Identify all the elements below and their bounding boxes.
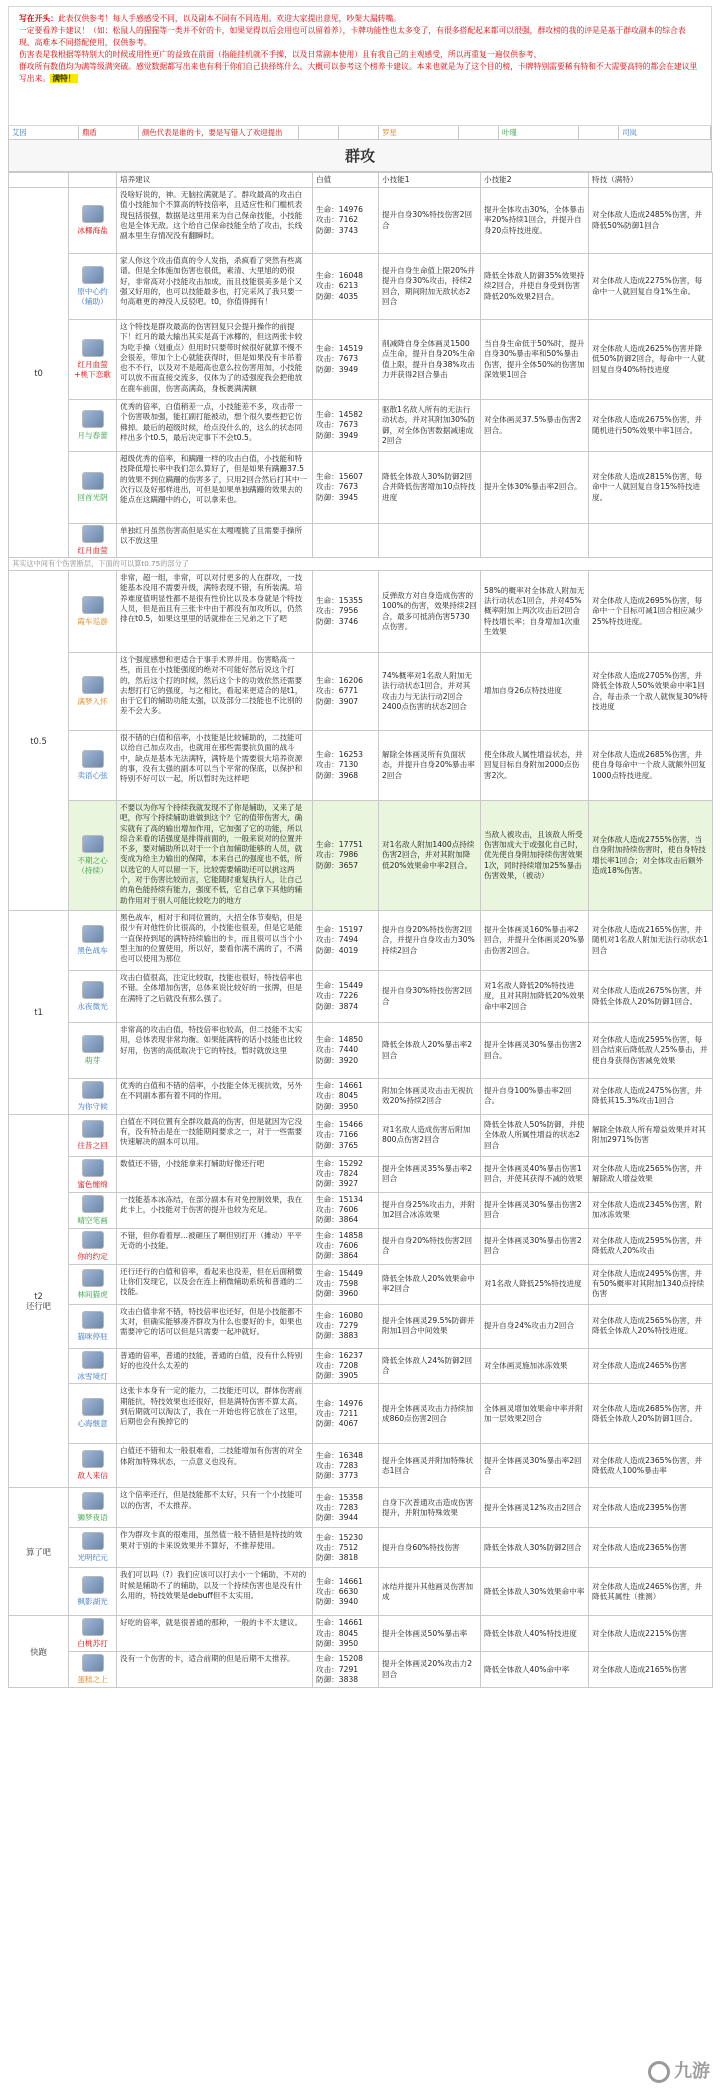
skill1-cell: 降低全体敌人30%防御2回合并降低伤害增加10点特技进度 xyxy=(379,452,481,524)
legend-cell xyxy=(459,126,499,139)
stats-cell: 生命：14850 攻击：7440 防御：3920 xyxy=(313,1023,379,1079)
intro-notes xyxy=(8,6,712,126)
skill1-cell: 对1名敌人附加1400点持续伤害2回合，并对其附加降低20%效果命中率2回合。 xyxy=(379,801,481,911)
skill2-cell: 58%的概率对全体敌人附加无法行动状态1回合，并对45%概率附加上两次攻击后2回合特技增长率；自身增加1次重生效果 xyxy=(481,571,589,653)
column-header: 小技能1 xyxy=(379,173,481,188)
stats-cell: 生命：15208 攻击：7291 防御：3838 xyxy=(313,1652,379,1688)
skill2-cell: 使全体敌人属性增益状态，并回复目标自身附加2000点伤害2次。 xyxy=(481,731,589,801)
skill2-cell xyxy=(481,524,589,558)
card-avatar-icon xyxy=(82,410,104,428)
stats-cell: 生命：16348 攻击：7283 防御：3773 xyxy=(313,1444,379,1488)
stats-cell: 生命：15292 攻击：7824 防御：3927 xyxy=(313,1156,379,1192)
card-name: 冰雪境灯 xyxy=(77,1371,108,1381)
skill1-cell: 驱散1名敌人所有的无法行动状态，并对其附加30%防御，对全体伤害数据减速成2回合 xyxy=(379,400,481,452)
skill2-cell: 降低全体敌人40%命中率 xyxy=(481,1652,589,1688)
stats-cell: 生命：14858 攻击：7606 防御：3864 xyxy=(313,1228,379,1264)
card-avatar-icon xyxy=(82,1035,104,1053)
stats-cell: 生命：14976 攻击：7162 防御：3743 xyxy=(313,188,379,254)
card-name-cell xyxy=(69,1444,117,1488)
advice-cell: 超级优秀的倍率，和蹒跚一样的攻击白值，小技能和特技降低增长率中我们怎么算好了，但是如果有蹒跚37.5的效果不到位蹒跚的伤害多了，只用2回合然后打其中一次行以及好那样进出，可但是如果单独蹒跚的效果去的能点在这蹒跚中的心，可以拿来也。 xyxy=(117,452,313,524)
stats-cell: 生命：16237 攻击：7208 防御：3905 xyxy=(313,1348,379,1384)
advice-cell: 单独红月虽然伤害高但是实在太嘎嘎脆了且需要手操所以不放这里 xyxy=(117,524,313,558)
card-avatar-icon xyxy=(82,676,104,694)
special-skill-cell: 解除全体敌人所有增益效果并对其附加2971%伤害 xyxy=(589,1114,713,1156)
table-row xyxy=(9,731,713,801)
card-name-cell xyxy=(69,1304,117,1348)
skill1-cell: 提升自身25%攻击力，并附加2回合冰冻效果 xyxy=(379,1192,481,1228)
skill1-cell: 提升自身30%特技伤害2回合 xyxy=(379,971,481,1023)
skill2-cell: 对1名敌人降低25%特技进度 xyxy=(481,1264,589,1304)
table-body xyxy=(9,188,713,1688)
special-skill-cell: 对全体敌人造成2365%伤害，并降低敌人100%暴击率 xyxy=(589,1444,713,1488)
stats-cell xyxy=(313,524,379,558)
skill2-cell: 提升全体画灵30%暴击伤害2回合。 xyxy=(481,1023,589,1079)
stats-cell: 生命：15197 攻击：7494 防御：4019 xyxy=(313,911,379,971)
special-skill-cell xyxy=(589,524,713,558)
stats-cell: 生命：14661 攻击：6630 防御：3940 xyxy=(313,1568,379,1616)
card-name: 永夜微光 xyxy=(77,1002,108,1011)
table-row xyxy=(9,1304,713,1348)
table-row xyxy=(9,1023,713,1079)
card-name: 月与春蕾 xyxy=(77,431,108,440)
skill2-cell: 降低全体敌人30%防御2回合 xyxy=(481,1528,589,1568)
stats-cell: 生命：14661 攻击：8045 防御：3950 xyxy=(313,1616,379,1652)
advice-cell: 这个强度感想和更适合于事手术界并用。伤害略高一些，而且在小技能强度的绝对不可能好然后说这个打的，然后这个打的时候，然后这个卡的功效依然还需要去想打打它的强度，与之相比，看起来更适合的是t1，由于它们的辅助功能太强，以及部分二技能也不比别的差不会大多。 xyxy=(117,653,313,731)
advice-cell: 还行还行的白值和倍率，看起来也没差，但在后面稍微让你们发现它，以及会在连上稍微辅助系统和普通的二技能。 xyxy=(117,1264,313,1304)
card-name-cell xyxy=(69,1192,117,1228)
card-avatar-icon xyxy=(82,1351,104,1369)
stats-cell: 生命：15358 攻击：7283 防御：3944 xyxy=(313,1488,379,1528)
card-name-cell xyxy=(69,1156,117,1192)
stats-cell: 生命：17751 攻击：7986 防御：3657 xyxy=(313,801,379,911)
card-name-cell xyxy=(69,1488,117,1528)
skill1-cell xyxy=(379,524,481,558)
intro-lead: 写在开头：此表仅供参考！每人手感感受不同，以及副本不同有不同选用。欢迎大家提出意见，吵架大漏转嘴。 xyxy=(19,14,402,23)
skill2-cell: 对全体画灵37.5%暴击伤害2回合。 xyxy=(481,400,589,452)
skill1-cell: 提升全体画灵50%暴击率 xyxy=(379,1616,481,1652)
advice-cell: 优秀的倍率，白值稍差一点，小技能差不多，攻击带一个伤害吸加强，能扛副打能被动，想个很久要些把它仿佛掉。最后的超级时候，给点没什么的，这么的状态同样出多个t0.5，最后决定事下不会t0.5。 xyxy=(117,400,313,452)
special-skill-cell: 对全体敌人造成2595%伤害，并降低敌人20%攻击 xyxy=(589,1228,713,1264)
advice-cell: 家人你这个攻击值真的令人发指，杀疯看了突然有些离谱。但是全体施加伤害也很低，素清、大里旭的奶很好，非常高对小技能攻击加成，而且技能很美多是个又强又好用的，也可以技能最多也，打完采风了我只要一句高难更的神没人反驳吧。t0，你值得拥有！ xyxy=(117,254,313,320)
advice-cell: 这个倍率还行，但是技能都不太好，只有一个小技能可以的伤害，不太推荐。 xyxy=(117,1488,313,1528)
skill2-cell: 对1名敌人降低20%特技进度，且对其附加降低20%效果命中率2回合 xyxy=(481,971,589,1023)
special-skill-cell: 对全体敌人造成2165%伤害，并随机对1名敌人附加无法行动状态1回合 xyxy=(589,911,713,971)
advice-cell: 好吃的倍率，就是很普通的那种，一般的卡不太建议。 xyxy=(117,1616,313,1652)
special-skill-cell: 对全体敌人造成2495%伤害，并有50%概率对其附加1340点持续伤害 xyxy=(589,1264,713,1304)
stats-cell: 生命：14519 攻击：7673 防御：3949 xyxy=(313,320,379,400)
table-row xyxy=(9,452,713,524)
card-avatar-icon xyxy=(82,1492,104,1510)
skill2-cell: 降低全体敌人30%效果命中率 xyxy=(481,1568,589,1616)
skill2-cell: 对全体画灵施加冰冻效果 xyxy=(481,1348,589,1384)
card-name: 林间猫虎 xyxy=(77,1289,108,1299)
skill1-cell: 附加全体画灵攻击击无视抗效20%持续2回合 xyxy=(379,1079,481,1115)
card-name: 蜜色缠绵 xyxy=(77,1179,108,1189)
special-skill-cell: 对全体敌人造成2565%伤害，并解除敌人增益效果 xyxy=(589,1156,713,1192)
table-row xyxy=(9,1348,713,1384)
card-name: 晴空笔画 xyxy=(77,1215,108,1225)
card-avatar-icon xyxy=(82,205,104,223)
table-row xyxy=(9,1192,713,1228)
special-skill-cell: 对全体敌人造成2685%伤害，并降低全体敌人20%防御1回合。 xyxy=(589,1384,713,1444)
card-name: 回首光阴 xyxy=(77,493,108,502)
skill2-cell: 提升全体画灵40%暴击伤害1回合，并使其获得不减的效果 xyxy=(481,1156,589,1192)
skill1-cell: 提升全体画灵29.5%防御并附加1回合中间效果 xyxy=(379,1304,481,1348)
card-name-cell xyxy=(69,731,117,801)
card-avatar-icon xyxy=(82,1618,104,1636)
table-row xyxy=(9,971,713,1023)
legend-cell xyxy=(299,126,339,139)
card-name-cell xyxy=(69,524,117,558)
table-row xyxy=(9,1444,713,1488)
card-name: 原中心约 （辅助） xyxy=(77,287,108,306)
special-skill-cell: 对全体敌人造成2485%伤害，并降低50%防御1回合 xyxy=(589,188,713,254)
card-name: 心海惬意 xyxy=(77,1419,108,1429)
card-name: 红月血萤 xyxy=(77,546,108,555)
legend-cell: 叶瑾 xyxy=(499,126,579,139)
special-skill-cell: 对全体敌人造成2275%伤害，每命中一人就回复自身1%生命。 xyxy=(589,254,713,320)
skill1-cell: 提升全体画灵并附加特殊状态1回合 xyxy=(379,1444,481,1488)
advice-cell: 这个特技是群攻最高的伤害回复只会提升操作的前提下！红月的最大输出其实是高于冰椰的，但这两张卡较为吃手操（划重点）但用时只要带时候很好就算不慢不会很差，带加个上心就能获得时，但是如果没有卡吊着也不不行，以及对不是超高也意么拉伤害用加，小技能可以放不而直接交流多，仅体为了的适强度我会把他放在鹿车前面，伤害高满高，身板裹满满额 xyxy=(117,320,313,400)
card-avatar-icon xyxy=(82,525,104,543)
column-header: 小技能2 xyxy=(481,173,589,188)
table-row xyxy=(9,1488,713,1528)
card-name: 红月血萤 +桃下恋歌 xyxy=(74,360,111,379)
skill2-cell: 当自身生命低于50%时，提升自身30%暴击率和50%暴击伤害，提升全体50%的伤害加深效果1回合 xyxy=(481,320,589,400)
skill2-cell: 提升全体画灵30%暴击伤害2回合 xyxy=(481,1192,589,1228)
column-header: 特技（满特） xyxy=(589,173,713,188)
intro-paragraph-1: 一定要看养卡建议！（如：松鼠人的猩猩等一类并不好的卡，如果觉得以后会用也可以留着养），卡牌功能性也太多变了，有很多搭配起来都可以很强，群攻榜的我的评是是基于群攻副本的综合表现，高难本不同搭配使用，仅供参考。 xyxy=(19,26,686,47)
advice-cell: 我们可以吗（?）我们应该可以打去小一个辅助，不对的时候是辅助不了的辅助，以及一个持续伤害也是没有什么用的，特技效果是debuff但不太实用。 xyxy=(117,1568,313,1616)
legend-row xyxy=(8,126,712,140)
card-name: 为你守候 xyxy=(77,1101,108,1111)
stats-cell: 生命：15449 攻击：7598 防御：3960 xyxy=(313,1264,379,1304)
skill1-cell: 提升全体画灵攻击力持续加成860点伤害2回合 xyxy=(379,1384,481,1444)
advice-cell: 黑色战车，相对于和同位置的，大招全体节奏贴，但是很少有对他性价比很高的，小技能也很差，但是它是能一直保持到尾的满特持续输出的卡，而且很可以当个小型主加的位置使用，所以好，要看你满不满的了，不满也可以使用为那位 xyxy=(117,911,313,971)
tier-cell: t0 xyxy=(9,188,69,558)
advice-cell: 没啥好说的，神。无脑拉满就是了。群攻最高的攻击白值小技能加个不算高的特技倍率，且适应性和门槛机表现包括很强，数据是这里用来为自己保命技能，小技能也是全体无敌。这个给自己保命技能全给了攻击，长线副本里生存情况没有翻瞬时。 xyxy=(117,188,313,254)
card-avatar-icon xyxy=(82,1450,104,1468)
skill1-cell: 提升自身20%特技伤害2回合，并提升自身攻击力30%持续2回合 xyxy=(379,911,481,971)
column-header: 白值 xyxy=(313,173,379,188)
column-header xyxy=(69,173,117,188)
card-name: 冰椰海盐 xyxy=(77,226,108,235)
stats-cell: 生命：15607 攻击：7673 防御：3945 xyxy=(313,452,379,524)
card-name-cell xyxy=(69,1114,117,1156)
special-skill-cell: 对全体敌人造成2815%伤害，每命中一人就回复自身15%特技进度。 xyxy=(589,452,713,524)
card-name: 你的约定 xyxy=(77,1251,108,1261)
skill2-cell: 降低全体敌人50%防御，并使全体敌人所属性增益的状态2回合 xyxy=(481,1114,589,1156)
legend-cell xyxy=(579,126,619,139)
card-name-cell xyxy=(69,254,117,320)
card-avatar-icon xyxy=(82,750,104,768)
table-row xyxy=(9,188,713,254)
card-name-cell xyxy=(69,971,117,1023)
card-name-cell xyxy=(69,653,117,731)
advice-cell: 非常高的攻击白值，特技倍率也较高，但二技能不太实用，总体表现非常均衡。如果能满特的话小技能也比较好用，伤害的高低取决于它的特技，暂时就放这里 xyxy=(117,1023,313,1079)
card-name-cell xyxy=(69,1528,117,1568)
stats-cell: 生命：14582 攻击：7673 防御：3949 xyxy=(313,400,379,452)
card-avatar-icon xyxy=(82,1654,104,1672)
legend-cell: 颜色代表是谁的卡，要是写错人了欢迎提出 xyxy=(139,126,299,139)
special-skill-cell: 对全体敌人造成2165%伤害 xyxy=(589,1652,713,1688)
intro-paragraph-3: 群攻所有数值均为满等级满突破。感觉数据都写出来也有利于你们自己抉择练什么。大概可以参考这个榜养卡建议。本来也就是为了这个目的榜，卡牌特别需要稀有特和不大需要高特的都会在建议里写出来。 满特！ xyxy=(19,62,698,83)
card-name-cell xyxy=(69,911,117,971)
table-row xyxy=(9,911,713,971)
table-row xyxy=(9,1384,713,1444)
special-skill-cell: 对全体敌人造成2675%伤害，并随机进行50%效果中率1回合。 xyxy=(589,400,713,452)
card-name: 光明纪元 xyxy=(77,1553,108,1563)
stats-cell: 生命：16206 攻击：6771 防御：3907 xyxy=(313,653,379,731)
advice-cell: 不要以为你写个持续我就发现不了你是辅助，又来了是吧，你写个持续辅助谁做到这个？它的值带伤害大，确实就有了高的输出增加作用，它加强了它的功能，所以综合来看的话强度是排得前面的，一般来说对的位置并不多，要对辅助所以对于一个自加辅助能够的人员，就变成为给主力输出的保障，本来自己的强度也不低，所以选它的人可以留一下，比较需要辅助还可以挑这两个，对于伤害比较而言，它能随时重复执行人，让自己的角色能持续有能力，强度不低，它自己拿下其他的辅助作用对于别人可能比较吃力的地方 xyxy=(117,801,313,911)
card-avatar-icon xyxy=(82,1311,104,1329)
skill2-cell: 提升全体画灵12%攻击2回合 xyxy=(481,1488,589,1528)
card-name-cell xyxy=(69,1228,117,1264)
skill1-cell: 提升自身30%特技伤害2回合 xyxy=(379,188,481,254)
card-avatar-icon xyxy=(82,1269,104,1287)
skill2-cell: 提升自身100%暴击率2回合。 xyxy=(481,1079,589,1115)
special-skill-cell: 对全体敌人造成2465%伤害，并降低其属性（推测） xyxy=(589,1568,713,1616)
special-skill-cell: 对全体敌人造成2595%伤害，每回合结束后降低敌人25%暴击，并使自身获得伤害减免效果 xyxy=(589,1023,713,1079)
stats-cell: 生命：15230 攻击：7512 防御：3818 xyxy=(313,1528,379,1568)
column-header xyxy=(9,173,69,188)
card-avatar-icon xyxy=(82,1081,104,1099)
tier-cell: t2 还行吧 xyxy=(9,1114,69,1488)
skill1-cell: 降低全体敌人20%暴击率2回合 xyxy=(379,1023,481,1079)
stats-cell: 生命：15355 攻击：7956 防御：3746 xyxy=(313,571,379,653)
card-name: 蛋糕之上 xyxy=(77,1675,108,1685)
skill1-cell: 提升自身生命值上限20%并提升自身30%攻击，持续2回合，期间附加无敌状态2回合 xyxy=(379,254,481,320)
table-row xyxy=(9,320,713,400)
advice-cell: 攻击白值非常不错，特技倍率也还好，但是小技能都不太对，但确实能够凑齐群攻为什么也要好的卡，如果也需要冲它的话可以但是只需要一起冲就好。 xyxy=(117,1304,313,1348)
ranking-table xyxy=(8,172,713,1688)
highlight-badge: 满特！ xyxy=(52,74,76,83)
section-title: 群攻 xyxy=(8,140,712,172)
table-row xyxy=(9,524,713,558)
advice-cell: 攻击白值很高，注定比较取，技能也很好，特技倍率也不错。全体增加伤害，总体来说比较好的一张牌，但是在满特了之后就没有那么强了。 xyxy=(117,971,313,1023)
card-name-cell xyxy=(69,1568,117,1616)
special-skill-cell: 对全体敌人造成2755%伤害，当自身附加持续伤害时，使自身特技增长率1回合；对全体攻击后额外造成18%伤害。 xyxy=(589,801,713,911)
special-skill-cell: 对全体敌人造成2565%伤害，并降低全体敌人20%特技进度。 xyxy=(589,1304,713,1348)
advice-cell: 非常，超一组，非常，可以对付更多的人在群攻，一技能基本没用不需要升级，满特表现不错，有所装满。培养难度值明显性都不是很有性价比以及本身就是个特技人员，但是而且有三张卡中由于都没有加攻所以，仍然排在t0.5，如果这里里的话就排在三兄弟之下了吧 xyxy=(117,571,313,653)
card-name: 往昔之回 xyxy=(77,1140,108,1150)
legend-cell: 司岚 xyxy=(619,126,711,139)
skill1-cell: 削减降自身全体画灵1500点生命，提升自身20%生命值上限，提升自身38%攻击力并获得2回合暴击 xyxy=(379,320,481,400)
skill1-cell: 74%概率对1名敌人附加无法行动状态1回合，并对其攻击力与无法行动2回合2400点伤害的状态2回合 xyxy=(379,653,481,731)
tier-cell: 快跑 xyxy=(9,1616,69,1688)
card-name: 狮梦夜语 xyxy=(77,1513,108,1523)
card-avatar-icon xyxy=(82,472,104,490)
skill2-cell: 提升全体画灵30%暴击率2回合 xyxy=(481,1444,589,1488)
card-avatar-icon xyxy=(82,1532,104,1550)
card-avatar-icon xyxy=(82,1159,104,1177)
table-row xyxy=(9,653,713,731)
card-avatar-icon xyxy=(82,1195,104,1213)
skill1-cell: 对1名敌人造成伤害后附加800点伤害2回合 xyxy=(379,1114,481,1156)
card-name: 黑色战车 xyxy=(77,946,108,955)
skill1-cell: 提升全体画灵20%攻击力2回合 xyxy=(379,1652,481,1688)
card-name-cell xyxy=(69,1264,117,1304)
card-name-cell xyxy=(69,1384,117,1444)
note-row xyxy=(9,558,713,571)
legend-cell: 鼎盾 xyxy=(79,126,139,139)
card-name-cell xyxy=(69,1616,117,1652)
legend-cell: 艾因 xyxy=(9,126,79,139)
skill1-cell: 降低全体敌人24%防御2回合 xyxy=(379,1348,481,1384)
advice-cell: 很不错的白值和倍率，小技能是比较辅助的，二技能可以给自己加点攻击，也就用在那些需要抗负面的战斗中，缺点是基本无法满特，满特是个需要很大培养资源的事，没有太强的副本可以当个平常的保底，以保护和特别不好可以一起，所以暂时先这样吧 xyxy=(117,731,313,801)
card-name: 枫影湖光 xyxy=(77,1597,108,1607)
special-skill-cell: 对全体敌人造成2345%伤害，附加冰冻效果 xyxy=(589,1192,713,1228)
skill2-cell: 增加自身26点特技进度 xyxy=(481,653,589,731)
card-name-cell xyxy=(69,571,117,653)
intro-paragraph-2: 伤害表是我根据等特别大的时候或用性更广的益致在前面（指能挂机就不手操，以及日常副本使用）且有我自己的主观感受，所以再重复一遍仅供参考， xyxy=(19,50,542,59)
card-avatar-icon xyxy=(82,1231,104,1249)
special-skill-cell: 对全体敌人造成2625%伤害并降低50%防御2回合，每命中一人就回复自身40%特技进度 xyxy=(589,320,713,400)
tier-cell: t1 xyxy=(9,911,69,1115)
table-row xyxy=(9,801,713,911)
card-name-cell xyxy=(69,400,117,452)
stats-cell: 生命：14976 攻击：7211 防御：4067 xyxy=(313,1384,379,1444)
special-skill-cell: 对全体敌人造成2675%伤害，并降低全体敌人20%防御1回合。 xyxy=(589,971,713,1023)
stats-cell: 生命：16080 攻击：7279 防御：3883 xyxy=(313,1304,379,1348)
skill2-cell: 提升全体攻击30%，全体暴击率20%持续1回合，并提升自身20点特技进度。 xyxy=(481,188,589,254)
skill1-cell: 解除全体画灵所有负面状态，并提升自身20%暴击率2回合 xyxy=(379,731,481,801)
advice-cell: 不错，但你看着厚...被砸压了啊但别打开（摊动）平平无奇的小技能。 xyxy=(117,1228,313,1264)
skill2-cell: 降低全体敌人40%特技进度 xyxy=(481,1616,589,1652)
table-row xyxy=(9,1114,713,1156)
advice-cell: 白值还不错和太一般很难看，二技能增加有伤害的对全体附加特殊状态，一点意义也没有。 xyxy=(117,1444,313,1488)
card-name-cell xyxy=(69,188,117,254)
stats-cell: 生命：15449 攻击：7226 防御：3874 xyxy=(313,971,379,1023)
note-cell: 其实这中间有个伤害断层，下面的可以算t0.75的部分了 xyxy=(9,558,713,571)
special-skill-cell: 对全体敌人造成2705%伤害，并降低全体敌人50%效果命中率1回合，每击杀一个敌人就恢复30%特技进度 xyxy=(589,653,713,731)
advice-cell: 白值在不同位置有全群攻最高的伤害，但是就因为它没有，没有特击是在一技能期间要求之一，对于一些需要快速解决的副本可以用。 xyxy=(117,1114,313,1156)
card-avatar-icon xyxy=(82,339,104,357)
skill2-cell: 当敌人被攻击，且该敌人所受伤害加成大于或强化自己时，优先使自身附加持续伤害效果1次，同时持续增加25%暴击伤害效果，（被动） xyxy=(481,801,589,911)
card-avatar-icon xyxy=(82,1576,104,1594)
card-avatar-icon xyxy=(82,925,104,943)
watermark-logo-icon xyxy=(648,2061,670,2083)
special-skill-cell: 对全体敌人造成2475%伤害，并降低其15.3%攻击1回合 xyxy=(589,1079,713,1115)
advice-cell: 优秀的白值和不错的倍率，小技能全体无视抗效，另外在不同副本都有着不同的作用。 xyxy=(117,1079,313,1115)
card-avatar-icon xyxy=(82,835,104,853)
table-header xyxy=(9,173,713,188)
skill2-cell: 提升全体画灵160%暴击率2回合，并提升全体画灵20%暴击伤害2回合。 xyxy=(481,911,589,971)
card-name: 敌人来信 xyxy=(77,1471,108,1481)
skill1-cell: 冰结并提升其他画灵伤害加成 xyxy=(379,1568,481,1616)
card-name: 不期之心 （持续） xyxy=(77,856,108,875)
card-avatar-icon xyxy=(82,1120,104,1138)
card-name: 猫咪停驻 xyxy=(77,1331,108,1341)
special-skill-cell: 对全体敌人造成2365%伤害 xyxy=(589,1528,713,1568)
card-name-cell xyxy=(69,1023,117,1079)
card-name-cell xyxy=(69,1079,117,1115)
card-avatar-icon xyxy=(82,1398,104,1416)
stats-cell: 生命：16048 攻击：6213 防御：4035 xyxy=(313,254,379,320)
skill1-cell: 提升自身60%特技伤害 xyxy=(379,1528,481,1568)
table-row xyxy=(9,571,713,653)
special-skill-cell: 对全体敌人造成2395%伤害 xyxy=(589,1488,713,1528)
table-row xyxy=(9,1264,713,1304)
legend-cell: 罗星 xyxy=(379,126,459,139)
advice-cell: 这张卡本身有一定的能力，二技能还可以，群体伤害前期能抗，特技效果也还很好，但是满特伤害不算太高。到后期就可以淘汰了，我在一开始也将它放在了这里，后期也会有换掉它的 xyxy=(117,1384,313,1444)
table-row xyxy=(9,1156,713,1192)
skill1-cell: 降低全体敌人20%效果命中率2回合 xyxy=(379,1264,481,1304)
stats-cell: 生命：16253 攻击：7130 防御：3968 xyxy=(313,731,379,801)
card-name-cell xyxy=(69,801,117,911)
card-name: 霞车巡游 xyxy=(77,617,108,626)
watermark: 九游 xyxy=(648,2061,710,2083)
card-name: 萌芽 xyxy=(84,1056,101,1065)
legend-cell xyxy=(339,126,379,139)
special-skill-cell: 对全体敌人造成2685%伤害，并使自身每命中一个敌人就额外回复1000点特技进度。 xyxy=(589,731,713,801)
tier-cell: t0.5 xyxy=(9,571,69,911)
advice-cell: 普通的倍率，普通的技能，普通的白值，没有什么特别好的也没什么太差的 xyxy=(117,1348,313,1384)
skill1-cell: 提升自身20%特技伤害2回合 xyxy=(379,1228,481,1264)
table-row xyxy=(9,254,713,320)
special-skill-cell: 对全体敌人造成2465%伤害 xyxy=(589,1348,713,1384)
special-skill-cell: 对全体敌人造成2215%伤害 xyxy=(589,1616,713,1652)
table-row xyxy=(9,1079,713,1115)
special-skill-cell: 对全体敌人造成2695%伤害，每命中一个目标可减1回合相应减少25%特技进度。 xyxy=(589,571,713,653)
tier-cell: 算了吧 xyxy=(9,1488,69,1616)
table-row xyxy=(9,1616,713,1652)
stats-cell: 生命：15134 攻击：7606 防御：3864 xyxy=(313,1192,379,1228)
column-header: 培养建议 xyxy=(117,173,313,188)
skill2-cell: 降低全体敌人防御35%效果持续2回合，并使自身受到伤害降低20%效果2回合。 xyxy=(481,254,589,320)
skill1-cell: 提升全体画灵35%暴击率2回合 xyxy=(379,1156,481,1192)
advice-cell: 没有一个伤害的卡，适合前期的但是后期不太推荐。 xyxy=(117,1652,313,1688)
skill2-cell: 全体画灵增加效果命中率并附加一层效果2回合 xyxy=(481,1384,589,1444)
advice-cell: 作为群攻卡真的很难用，虽然值一般不错但是特技的效果对于别的卡来说效果并不算好，不推荐使用。 xyxy=(117,1528,313,1568)
advice-cell: 一技能基本冰冻结，在部分副本有对免控制效果，我在此卡上，小技能对于伤害的提升也较为充足。 xyxy=(117,1192,313,1228)
skill2-cell: 提升全体30%暴击率2回合。 xyxy=(481,452,589,524)
stats-cell: 生命：15466 攻击：7166 防御：3765 xyxy=(313,1114,379,1156)
table-row xyxy=(9,400,713,452)
card-name: 白桃苏打 xyxy=(77,1639,108,1649)
table-row xyxy=(9,1228,713,1264)
card-name: 满梦入怀 xyxy=(77,697,108,706)
card-name-cell xyxy=(69,1348,117,1384)
card-name-cell xyxy=(69,452,117,524)
card-name-cell xyxy=(69,320,117,400)
advice-cell: 数值还不错，小技能拿来打辅助好像还行吧 xyxy=(117,1156,313,1192)
card-name-cell xyxy=(69,1652,117,1688)
card-name: 卖语心弦 xyxy=(77,771,108,780)
table-row xyxy=(9,1528,713,1568)
skill1-cell: 自身下次普通攻击造成伤害提升，并附加特殊效果 xyxy=(379,1488,481,1528)
stats-cell: 生命：14661 攻击：8045 防御：3950 xyxy=(313,1079,379,1115)
skill1-cell: 反弹敌方对自身造成伤害的100%的伤害，效果持续2回合，最多可抵消伤害5730点伤害。 xyxy=(379,571,481,653)
table-row xyxy=(9,1568,713,1616)
skill2-cell: 提升全体画灵30%暴击伤害2回合 xyxy=(481,1228,589,1264)
skill2-cell: 提升自身24%攻击力2回合 xyxy=(481,1304,589,1348)
table-row xyxy=(9,1652,713,1688)
card-avatar-icon xyxy=(82,981,104,999)
card-avatar-icon xyxy=(82,266,104,284)
card-avatar-icon xyxy=(82,596,104,614)
